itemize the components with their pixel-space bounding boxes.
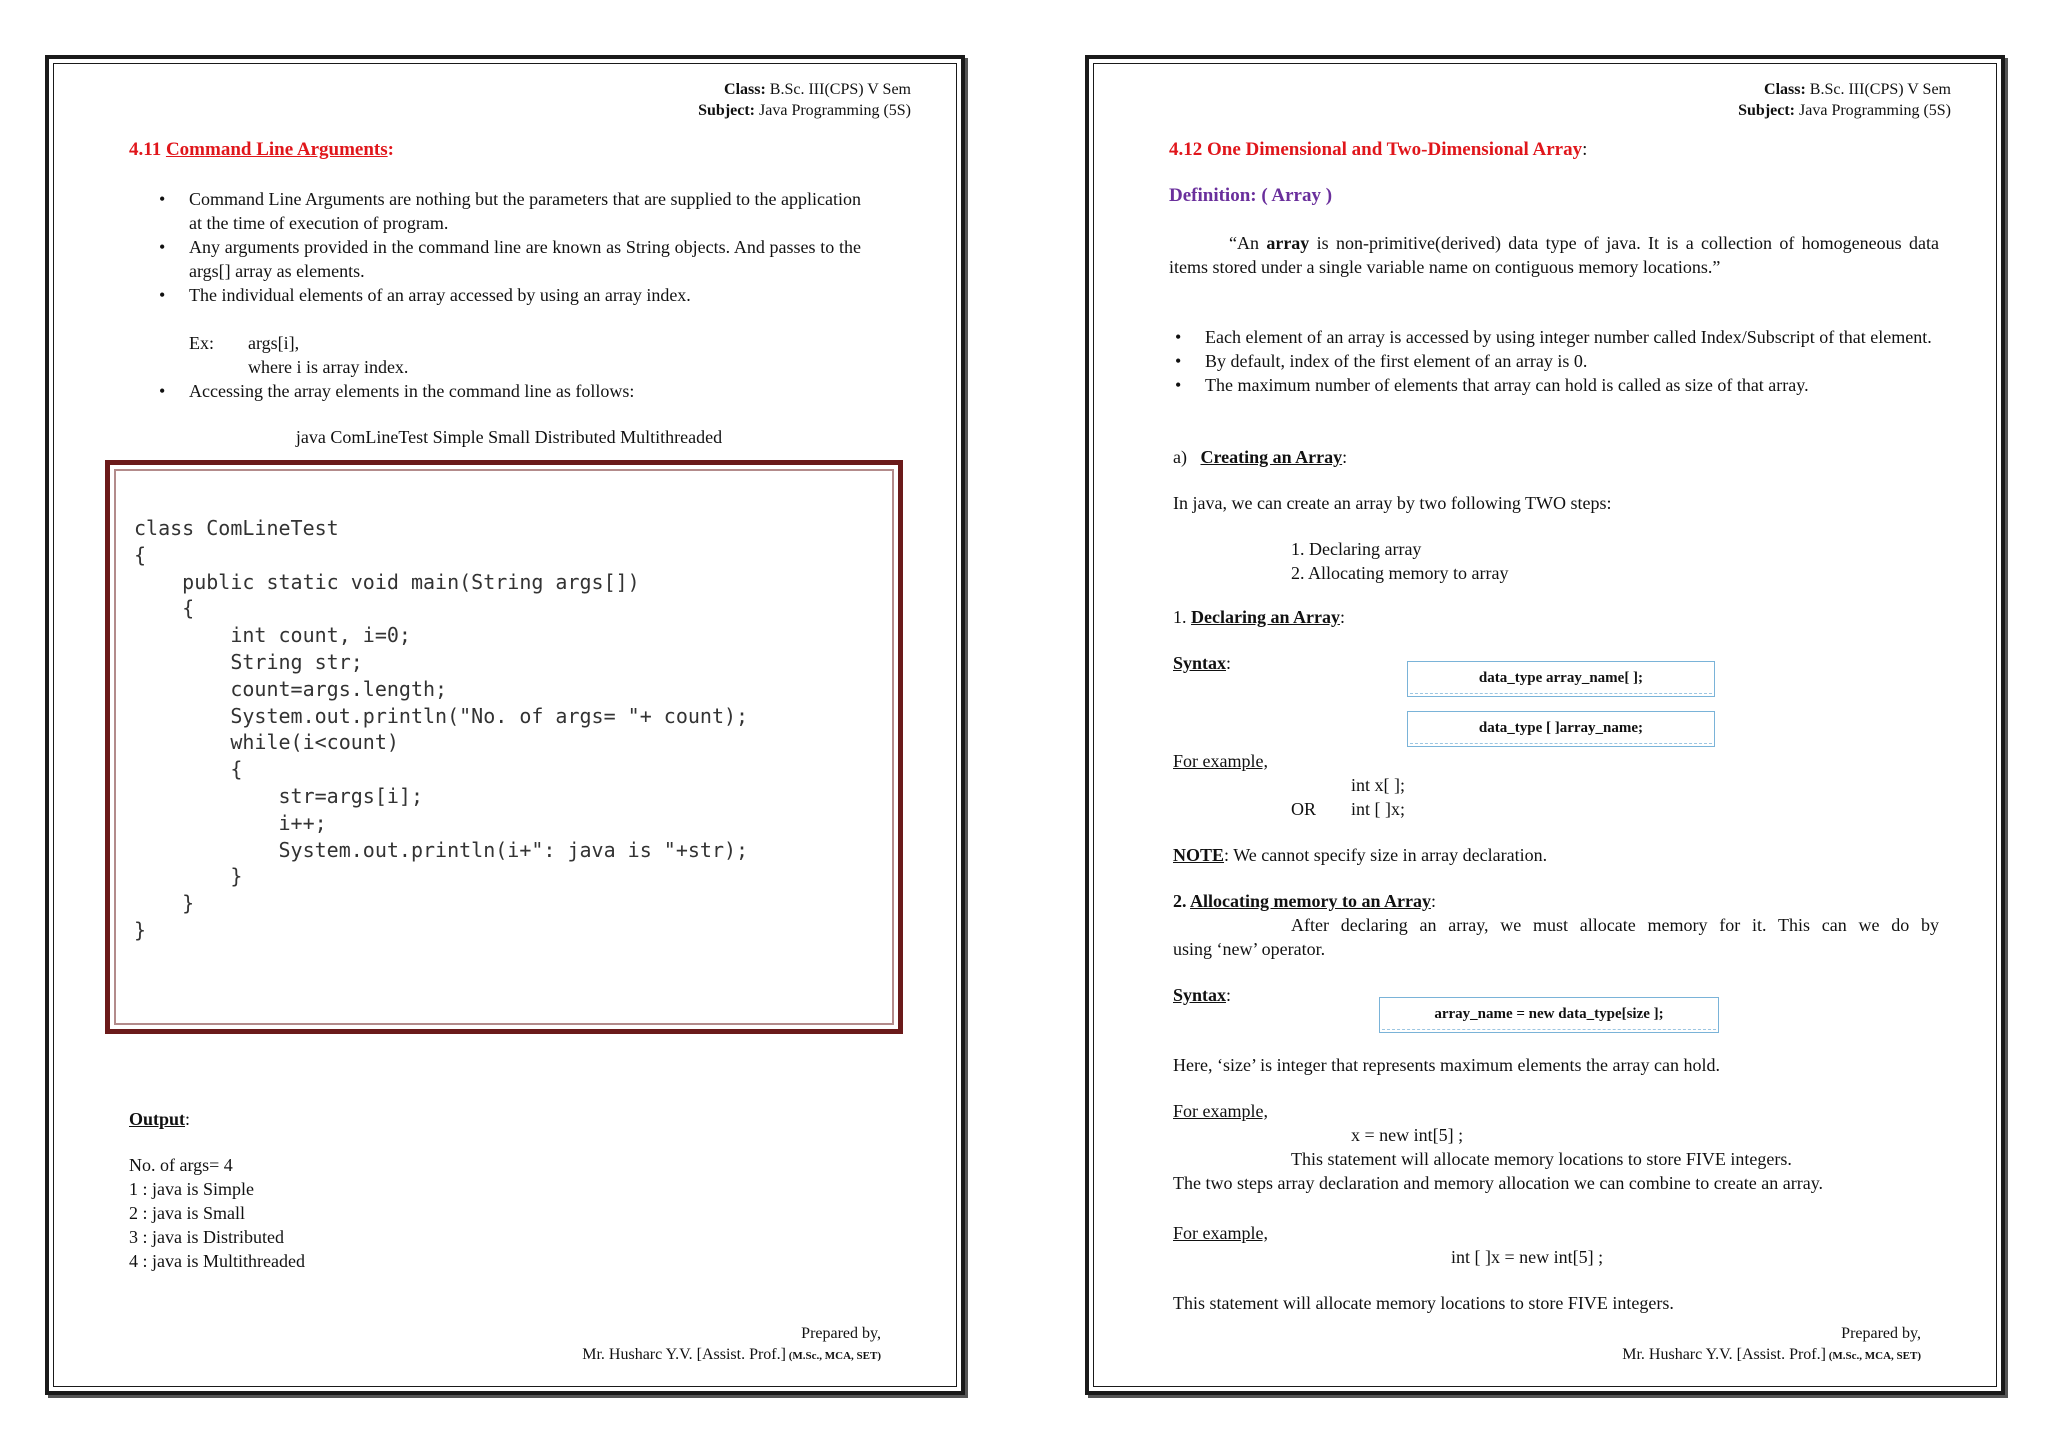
for-example-3: For example, bbox=[1173, 1223, 1268, 1243]
combine-text: The two steps array declaration and memory allocation we can combine to create an array. bbox=[1173, 1173, 1824, 1193]
def-bold: array bbox=[1266, 233, 1310, 253]
subject-value: Java Programming (5S) bbox=[1795, 102, 1951, 119]
note bbox=[1173, 843, 1547, 867]
page-header bbox=[698, 79, 911, 121]
example-label: Ex: bbox=[189, 333, 214, 353]
example-line-1: args[i], bbox=[248, 333, 300, 353]
class-label: Class: bbox=[724, 81, 766, 98]
bullet-item: • Accessing the array elements in the command line as follows: bbox=[155, 379, 861, 403]
bullet-item: • The individual elements of an array accessed by using an array index. bbox=[155, 283, 861, 307]
prepared-by: Prepared by, bbox=[801, 1325, 881, 1342]
section-title-text: 4.12 One Dimensional and Two-Dimensional Array bbox=[1169, 139, 1583, 160]
page-header bbox=[1738, 79, 1951, 121]
decl-title: Declaring an Array bbox=[1191, 607, 1340, 627]
allocating-heading bbox=[1173, 889, 1436, 913]
example-decl-2: int [ ]x; bbox=[1351, 799, 1405, 819]
syntax-box-1: data_type array_name[ ]; bbox=[1407, 661, 1715, 697]
note-label: NOTE bbox=[1173, 845, 1225, 865]
for-example-2: For example, bbox=[1173, 1101, 1268, 1121]
declaring-heading bbox=[1173, 605, 1345, 629]
output-label: Output bbox=[129, 1109, 186, 1129]
author-quals: (M.Sc., MCA, SET) bbox=[1825, 1350, 1921, 1362]
bullet-list bbox=[155, 187, 861, 307]
bullet-item: • The maximum number of elements that array can hold is called as size of that array. bbox=[1171, 373, 1939, 397]
bullet-item: • Any arguments provided in the command line are known as String objects. And passes to the args[] array as elements. bbox=[155, 235, 861, 283]
subject-value: Java Programming (5S) bbox=[755, 102, 911, 119]
section-title-4-11 bbox=[129, 139, 394, 161]
or-label: OR bbox=[1291, 799, 1317, 819]
output-heading bbox=[129, 1107, 190, 1131]
output-lines bbox=[129, 1153, 305, 1273]
bullet-item: • By default, index of the first element of an array is 0. bbox=[1171, 349, 1939, 373]
statement-2: This statement will allocate memory locations to store FIVE integers. bbox=[1173, 1293, 1674, 1313]
output-line: 1 : java is Simple bbox=[129, 1179, 254, 1199]
output-line: 2 : java is Small bbox=[129, 1203, 245, 1223]
alloc-text-2: using ‘new’ operator. bbox=[1173, 939, 1326, 959]
output-line: 4 : java is Multithreaded bbox=[129, 1251, 305, 1271]
output-line: No. of args= 4 bbox=[129, 1155, 233, 1175]
class-label: Class: bbox=[1764, 81, 1806, 98]
section-title-4-12 bbox=[1169, 139, 1587, 161]
output-line: 3 : java is Distributed bbox=[129, 1227, 284, 1247]
syntax-colon: : bbox=[1226, 985, 1232, 1005]
alloc-colon: : bbox=[1430, 891, 1436, 911]
syntax-box-3: array_name = new data_type[size ]; bbox=[1379, 997, 1719, 1033]
decl-colon: : bbox=[1339, 607, 1345, 627]
class-value: B.Sc. III(CPS) V Sem bbox=[765, 81, 911, 98]
syntax-heading-1 bbox=[1173, 651, 1231, 675]
example-combined: int [ ]x = new int[5] ; bbox=[1451, 1247, 1604, 1267]
prepared-by: Prepared by, bbox=[1841, 1325, 1921, 1342]
class-value: B.Sc. III(CPS) V Sem bbox=[1805, 81, 1951, 98]
author-quals: (M.Sc., MCA, SET) bbox=[785, 1350, 881, 1362]
command-line: java ComLineTest Simple Small Distributed Multithreaded bbox=[295, 427, 723, 447]
note-text: : We cannot specify size in array declaration. bbox=[1224, 845, 1548, 865]
page-right bbox=[1085, 55, 2005, 1395]
create-intro: In java, we can create an array by two following TWO steps: bbox=[1173, 493, 1612, 513]
decl-num: 1. bbox=[1173, 607, 1191, 627]
syntax-label: Syntax bbox=[1173, 985, 1227, 1005]
subject-label: Subject: bbox=[1738, 102, 1796, 119]
a-prefix: a) bbox=[1173, 447, 1187, 467]
def-post: is non-primitive(derived) data type of java. It is a collection of homogeneous data items stored under a single variable name on contiguous memory locations.” bbox=[1169, 233, 1939, 277]
page-left bbox=[45, 55, 965, 1395]
creating-heading bbox=[1173, 445, 1347, 469]
alloc-title: Allocating memory to an Array bbox=[1190, 891, 1431, 911]
def-pre: “An bbox=[1229, 233, 1267, 253]
bullet-item: • Each element of an array is accessed by using integer number called Index/Subscript of that element. bbox=[1171, 325, 1939, 349]
a-colon: : bbox=[1342, 447, 1348, 467]
example-alloc: x = new int[5] ; bbox=[1351, 1125, 1464, 1145]
array-bullets bbox=[1171, 325, 1939, 397]
author-name: Mr. Husharc Y.V. [Assist. Prof.] bbox=[1622, 1346, 1826, 1363]
author-name: Mr. Husharc Y.V. [Assist. Prof.] bbox=[582, 1346, 786, 1363]
output-colon: : bbox=[185, 1109, 191, 1129]
syntax-label: Syntax bbox=[1173, 653, 1227, 673]
subject-label: Subject: bbox=[698, 102, 756, 119]
step-item: 1. Declaring array bbox=[1291, 539, 1422, 559]
here-text: Here, ‘size’ is integer that represents maximum elements the array can hold. bbox=[1173, 1055, 1720, 1075]
definition-text bbox=[1169, 231, 1939, 279]
for-example-1: For example, bbox=[1173, 751, 1268, 771]
syntax-heading-2 bbox=[1173, 983, 1231, 1007]
definition-heading: Definition: ( Array ) bbox=[1169, 185, 1333, 206]
syntax-box-2: data_type [ ]array_name; bbox=[1407, 711, 1715, 747]
page-footer bbox=[582, 1323, 881, 1367]
step-item: 2. Allocating memory to array bbox=[1291, 563, 1509, 583]
example-decl-1: int x[ ]; bbox=[1351, 775, 1405, 795]
page-footer bbox=[1622, 1323, 1921, 1367]
example-line-2: where i is array index. bbox=[248, 357, 409, 377]
alloc-text-1: After declaring an array, we must allocate memory for it. This can we do by bbox=[1291, 915, 1939, 935]
a-title: Creating an Array bbox=[1200, 447, 1343, 467]
syntax-colon: : bbox=[1226, 653, 1232, 673]
bullet-item: • Command Line Arguments are nothing but the parameters that are supplied to the application at the time of execution of program. bbox=[155, 187, 861, 235]
code-box bbox=[105, 460, 903, 1034]
alloc-num: 2. bbox=[1173, 891, 1191, 911]
statement-1: This statement will allocate memory locations to store FIVE integers. bbox=[1291, 1149, 1792, 1169]
steps-list bbox=[1291, 537, 1508, 585]
section-colon: : bbox=[387, 139, 394, 160]
section-title-text: Command Line Arguments bbox=[165, 139, 388, 160]
section-number: 4.11 bbox=[129, 139, 166, 160]
code-block: class ComLineTest { public static void main(String args[]) { int count, i=0; String str; count=args.length; System.out.println("No. of args= "+ count); while(i<count) { str=args[i]; i++; System.out.println(i+": java is "+str); } } } bbox=[134, 516, 749, 942]
section-colon: : bbox=[1582, 139, 1588, 160]
bullet-list-2 bbox=[155, 379, 861, 403]
